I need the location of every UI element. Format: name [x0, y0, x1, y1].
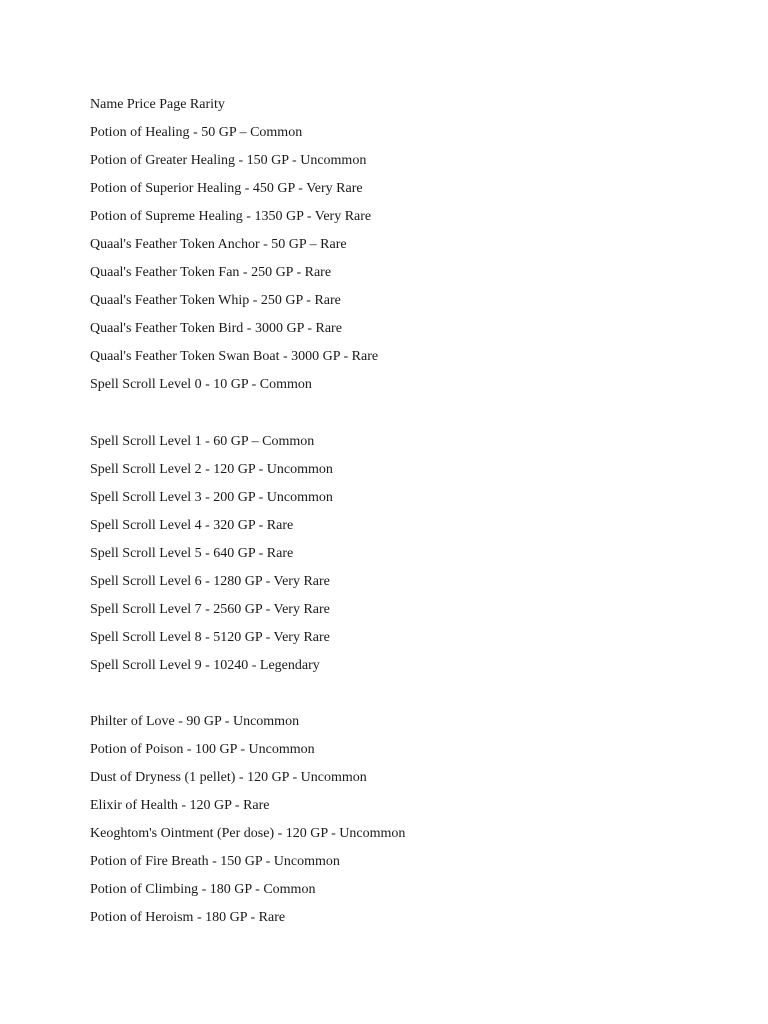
list-item: Potion of Healing - 50 GP – Common: [90, 125, 303, 141]
list-item: Spell Scroll Level 3 - 200 GP - Uncommon: [90, 489, 333, 505]
list-item: Quaal's Feather Token Anchor - 50 GP – Rare: [90, 237, 347, 253]
list-item: Dust of Dryness (1 pellet) - 120 GP - Uncommon: [90, 770, 367, 786]
list-item: Spell Scroll Level 2 - 120 GP - Uncommon: [90, 461, 333, 477]
list-item: Quaal's Feather Token Whip - 250 GP - Rare: [90, 293, 341, 309]
list-item: Potion of Supreme Healing - 1350 GP - Very Rare: [90, 209, 372, 225]
list-item: Potion of Greater Healing - 150 GP - Uncommon: [90, 153, 367, 169]
group-misc-potions: [90, 708, 730, 932]
list-item: Spell Scroll Level 7 - 2560 GP - Very Rare: [90, 601, 330, 617]
group-spell-scrolls: [90, 428, 730, 680]
list-item: Potion of Poison - 100 GP - Uncommon: [90, 742, 315, 758]
list-item: Keoghtom's Ointment (Per dose) - 120 GP - Uncommon: [90, 826, 406, 842]
list-item: Elixir of Health - 120 GP - Rare: [90, 798, 270, 814]
list-item: Spell Scroll Level 5 - 640 GP - Rare: [90, 545, 294, 561]
list-item: Spell Scroll Level 1 - 60 GP – Common: [90, 433, 315, 449]
list-item: Potion of Fire Breath - 150 GP - Uncommon: [90, 854, 340, 870]
list-item: Potion of Heroism - 180 GP - Rare: [90, 910, 286, 926]
list-item: Potion of Superior Healing - 450 GP - Very Rare: [90, 181, 363, 197]
list-item: Spell Scroll Level 8 - 5120 GP - Very Rare: [90, 629, 330, 645]
list-item: Quaal's Feather Token Swan Boat - 3000 GP - Rare: [90, 349, 379, 365]
list-item: Quaal's Feather Token Bird - 3000 GP - Rare: [90, 321, 342, 337]
list-item: Spell Scroll Level 4 - 320 GP - Rare: [90, 517, 294, 533]
list-item: Spell Scroll Level 9 - 10240 - Legendary: [90, 657, 320, 673]
item-price-list: [90, 91, 730, 932]
list-header: Name Price Page Rarity: [90, 97, 225, 112]
list-item: Spell Scroll Level 6 - 1280 GP - Very Rare: [90, 573, 330, 589]
list-item: Philter of Love - 90 GP - Uncommon: [90, 714, 300, 730]
list-item: Spell Scroll Level 0 - 10 GP - Common: [90, 377, 312, 393]
group-potions-tokens: [90, 119, 730, 399]
list-item: Potion of Climbing - 180 GP - Common: [90, 882, 316, 898]
list-item: Quaal's Feather Token Fan - 250 GP - Rare: [90, 265, 332, 281]
paragraph-gap: [90, 680, 730, 708]
paragraph-gap: [90, 400, 730, 428]
